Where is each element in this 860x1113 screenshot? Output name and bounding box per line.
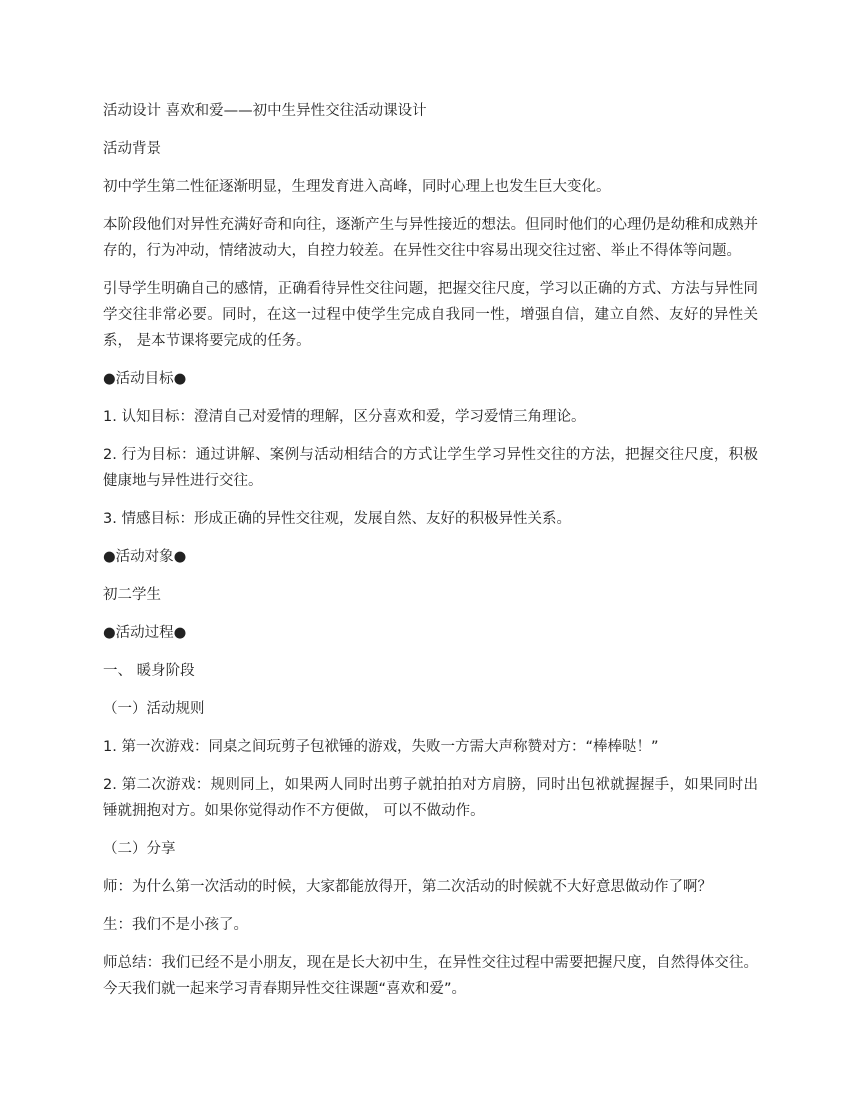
paragraph: 引导学生明确自己的感情，正确看待异性交往问题，把握交往尺度，学习以正确的方式、方法与异性同学交往非常必要。同时，在这一过程中使学生完成自我同一性，增强自信，建立自然、友好的异性关系， 是本节课将要完成的任务。 [103, 281, 758, 349]
paragraph: 本阶段他们对异性充满好奇和向往，逐渐产生与异性接近的想法。但同时他们的心理仍是幼稚和成熟并存的，行为冲动，情绪波动大，自控力较差。在异性交往中容易出现交往过密、举止不得体等问题。 [103, 217, 758, 259]
section-heading-background: 活动背景 [103, 141, 161, 157]
goal-item: 1. 认知目标：澄清自己对爱情的理解，区分喜欢和爱，学习爱情三角理论。 [103, 409, 586, 425]
subsection-heading: 一、 暖身阶段 [103, 663, 195, 679]
dialogue-line: 生：我们不是小孩了。 [103, 917, 248, 933]
document-body [103, 98, 758, 1014]
rule-item: 2. 第二次游戏：规则同上，如果两人同时出剪子就拍拍对方肩膀，同时出包袱就握握手，如果同时出锤就拥抱对方。如果你觉得动作不方便做， 可以不做动作。 [103, 777, 758, 819]
subsection-heading: （一）活动规则 [103, 701, 205, 717]
dialogue-line: 师：为什么第一次活动的时候，大家都能放得开，第二次活动的时候就不大好意思做动作了啊？ [103, 879, 712, 895]
subsection-heading: （二）分享 [103, 841, 176, 857]
section-heading-process: ●活动过程● [103, 625, 187, 641]
section-heading-audience: ●活动对象● [103, 549, 187, 565]
goal-item: 2. 行为目标：通过讲解、案例与活动相结合的方式让学生学习异性交往的方法，把握交往尺度，积极健康地与异性进行交往。 [103, 447, 758, 489]
document-title: 活动设计 喜欢和爱——初中生异性交往活动课设计 [103, 103, 427, 119]
rule-item: 1. 第一次游戏：同桌之间玩剪子包袱锤的游戏，失败一方需大声称赞对方：“棒棒哒！” [103, 739, 659, 755]
paragraph: 初中学生第二性征逐渐明显，生理发育进入高峰，同时心理上也发生巨大变化。 [103, 179, 611, 195]
paragraph: 初二学生 [103, 587, 161, 603]
dialogue-line: 师总结：我们已经不是小朋友，现在是长大初中生，在异性交往过程中需要把握尺度，自然得体交往。今天我们就一起来学习青春期异性交往课题“喜欢和爱”。 [103, 955, 758, 997]
goal-item: 3. 情感目标：形成正确的异性交往观，发展自然、友好的积极异性关系。 [103, 511, 571, 527]
section-heading-goals: ●活动目标● [103, 371, 187, 387]
